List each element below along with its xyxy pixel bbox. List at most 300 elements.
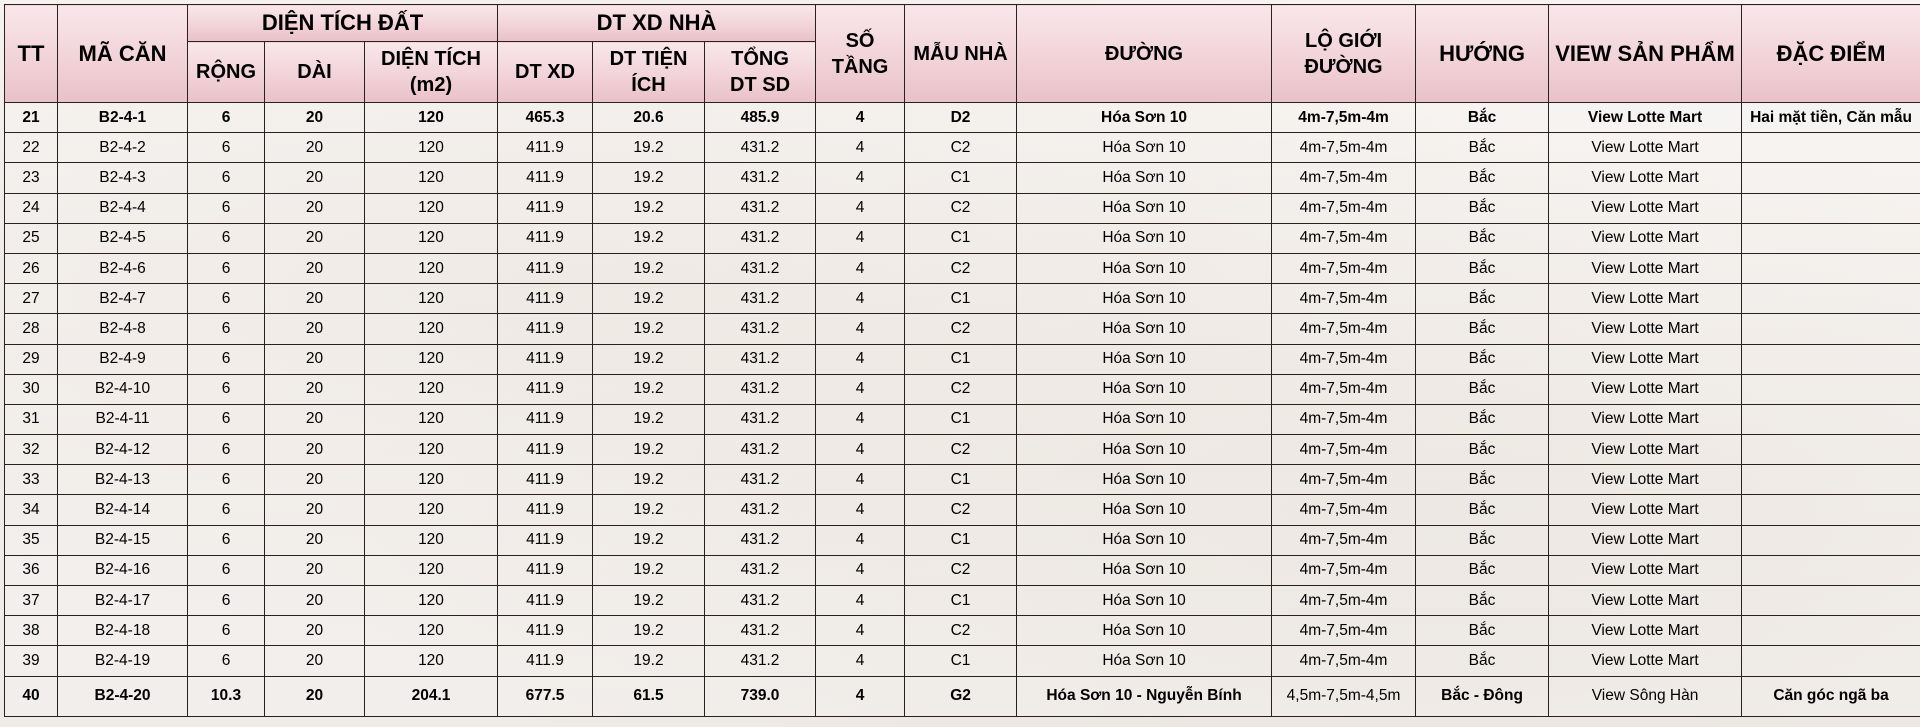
cell-mau-nha: C2 xyxy=(905,495,1017,525)
cell-dai: 20 xyxy=(265,676,365,716)
cell-dt-xd: 411.9 xyxy=(498,314,593,344)
table-row xyxy=(5,223,1920,253)
cell-tong-dt-sd: 431.2 xyxy=(705,495,816,525)
cell-ma-can: B2-4-10 xyxy=(58,374,188,404)
cell-duong: Hóa Sơn 10 xyxy=(1017,586,1272,616)
cell-view: View Lotte Mart xyxy=(1549,193,1742,223)
cell-dai: 20 xyxy=(265,525,365,555)
cell-dac-diem xyxy=(1742,435,1920,465)
cell-tong-dt-sd: 485.9 xyxy=(705,103,816,133)
cell-dt-tien-ich: 19.2 xyxy=(593,193,705,223)
table-body xyxy=(5,103,1920,717)
cell-ma-can: B2-4-7 xyxy=(58,284,188,314)
table-row xyxy=(5,646,1920,676)
cell-huong: Bắc xyxy=(1416,133,1549,163)
cell-dt-tien-ich: 19.2 xyxy=(593,495,705,525)
cell-tong-dt-sd: 431.2 xyxy=(705,163,816,193)
cell-dac-diem xyxy=(1742,163,1920,193)
cell-so-tang: 4 xyxy=(816,616,905,646)
cell-dien-tich: 120 xyxy=(365,646,498,676)
cell-lo-gioi: 4m-7,5m-4m xyxy=(1272,133,1416,163)
cell-dac-diem xyxy=(1742,314,1920,344)
cell-so-tang: 4 xyxy=(816,344,905,374)
cell-dien-tich: 120 xyxy=(365,586,498,616)
header-view-san-pham: VIEW SẢN PHẨM xyxy=(1549,5,1742,103)
cell-tong-dt-sd: 431.2 xyxy=(705,314,816,344)
cell-huong: Bắc xyxy=(1416,314,1549,344)
cell-rong: 6 xyxy=(188,525,265,555)
cell-so-tang: 4 xyxy=(816,555,905,585)
cell-ma-can: B2-4-3 xyxy=(58,163,188,193)
cell-ma-can: B2-4-18 xyxy=(58,616,188,646)
cell-dai: 20 xyxy=(265,586,365,616)
cell-dien-tich: 120 xyxy=(365,495,498,525)
table-row xyxy=(5,465,1920,495)
cell-so-tang: 4 xyxy=(816,374,905,404)
cell-dt-xd: 411.9 xyxy=(498,646,593,676)
cell-so-tang: 4 xyxy=(816,253,905,283)
cell-lo-gioi: 4m-7,5m-4m xyxy=(1272,616,1416,646)
cell-so-tang: 4 xyxy=(816,133,905,163)
cell-rong: 6 xyxy=(188,253,265,283)
cell-huong: Bắc xyxy=(1416,223,1549,253)
cell-tt: 30 xyxy=(5,374,58,404)
cell-rong: 6 xyxy=(188,495,265,525)
cell-dac-diem xyxy=(1742,646,1920,676)
cell-dien-tich: 120 xyxy=(365,223,498,253)
cell-tong-dt-sd: 431.2 xyxy=(705,404,816,434)
cell-so-tang: 4 xyxy=(816,103,905,133)
cell-duong: Hóa Sơn 10 xyxy=(1017,163,1272,193)
table-row xyxy=(5,404,1920,434)
cell-duong: Hóa Sơn 10 xyxy=(1017,223,1272,253)
cell-tong-dt-sd: 431.2 xyxy=(705,586,816,616)
cell-dt-xd: 411.9 xyxy=(498,465,593,495)
cell-duong: Hóa Sơn 10 xyxy=(1017,193,1272,223)
cell-tt: 38 xyxy=(5,616,58,646)
header-rong: RỘNG xyxy=(188,42,265,103)
cell-dt-tien-ich: 19.2 xyxy=(593,284,705,314)
cell-duong: Hóa Sơn 10 xyxy=(1017,344,1272,374)
table-row xyxy=(5,435,1920,465)
header-tt: TT xyxy=(5,5,58,103)
cell-mau-nha: C1 xyxy=(905,465,1017,495)
table-row xyxy=(5,344,1920,374)
cell-tong-dt-sd: 739.0 xyxy=(705,676,816,716)
table-row xyxy=(5,314,1920,344)
header-dac-diem: ĐẶC ĐIỂM xyxy=(1742,5,1920,103)
cell-dai: 20 xyxy=(265,284,365,314)
cell-tong-dt-sd: 431.2 xyxy=(705,435,816,465)
cell-ma-can: B2-4-1 xyxy=(58,103,188,133)
header-dien-tich-dat: DIỆN TÍCH ĐẤT xyxy=(188,5,498,42)
cell-dt-tien-ich: 19.2 xyxy=(593,223,705,253)
cell-huong: Bắc xyxy=(1416,404,1549,434)
cell-dai: 20 xyxy=(265,253,365,283)
cell-lo-gioi: 4m-7,5m-4m xyxy=(1272,555,1416,585)
cell-rong: 6 xyxy=(188,465,265,495)
cell-dt-tien-ich: 19.2 xyxy=(593,133,705,163)
table-row xyxy=(5,525,1920,555)
cell-lo-gioi: 4m-7,5m-4m xyxy=(1272,374,1416,404)
cell-mau-nha: G2 xyxy=(905,676,1017,716)
cell-rong: 6 xyxy=(188,163,265,193)
cell-lo-gioi: 4m-7,5m-4m xyxy=(1272,344,1416,374)
cell-huong: Bắc xyxy=(1416,525,1549,555)
table-row xyxy=(5,163,1920,193)
cell-rong: 6 xyxy=(188,284,265,314)
cell-lo-gioi: 4m-7,5m-4m xyxy=(1272,495,1416,525)
cell-dt-tien-ich: 19.2 xyxy=(593,646,705,676)
cell-view: View Lotte Mart xyxy=(1549,374,1742,404)
cell-mau-nha: C1 xyxy=(905,646,1017,676)
cell-rong: 6 xyxy=(188,314,265,344)
cell-lo-gioi: 4,5m-7,5m-4,5m xyxy=(1272,676,1416,716)
cell-huong: Bắc xyxy=(1416,193,1549,223)
cell-mau-nha: D2 xyxy=(905,103,1017,133)
cell-view: View Lotte Mart xyxy=(1549,223,1742,253)
cell-tt: 24 xyxy=(5,193,58,223)
cell-tt: 31 xyxy=(5,404,58,434)
cell-duong: Hóa Sơn 10 xyxy=(1017,525,1272,555)
header-mau-nha: MẪU NHÀ xyxy=(905,5,1017,103)
cell-dac-diem xyxy=(1742,555,1920,585)
table-row xyxy=(5,133,1920,163)
cell-lo-gioi: 4m-7,5m-4m xyxy=(1272,404,1416,434)
cell-duong: Hóa Sơn 10 - Nguyễn Bính xyxy=(1017,676,1272,716)
cell-dac-diem xyxy=(1742,404,1920,434)
cell-huong: Bắc xyxy=(1416,586,1549,616)
cell-tong-dt-sd: 431.2 xyxy=(705,616,816,646)
cell-rong: 6 xyxy=(188,223,265,253)
cell-dai: 20 xyxy=(265,314,365,344)
cell-view: View Sông Hàn xyxy=(1549,676,1742,716)
cell-dt-tien-ich: 19.2 xyxy=(593,374,705,404)
cell-huong: Bắc xyxy=(1416,435,1549,465)
header-ma-can: MÃ CĂN xyxy=(58,5,188,103)
cell-ma-can: B2-4-20 xyxy=(58,676,188,716)
cell-dt-xd: 411.9 xyxy=(498,163,593,193)
cell-lo-gioi: 4m-7,5m-4m xyxy=(1272,525,1416,555)
cell-dien-tich: 120 xyxy=(365,163,498,193)
cell-view: View Lotte Mart xyxy=(1549,646,1742,676)
cell-dt-xd: 465.3 xyxy=(498,103,593,133)
table-row xyxy=(5,555,1920,585)
cell-dai: 20 xyxy=(265,646,365,676)
cell-dien-tich: 120 xyxy=(365,344,498,374)
cell-dt-xd: 411.9 xyxy=(498,404,593,434)
cell-mau-nha: C1 xyxy=(905,344,1017,374)
cell-dai: 20 xyxy=(265,435,365,465)
cell-ma-can: B2-4-8 xyxy=(58,314,188,344)
cell-dien-tich: 120 xyxy=(365,616,498,646)
cell-ma-can: B2-4-9 xyxy=(58,344,188,374)
cell-ma-can: B2-4-14 xyxy=(58,495,188,525)
table-row xyxy=(5,253,1920,283)
cell-rong: 6 xyxy=(188,616,265,646)
cell-ma-can: B2-4-5 xyxy=(58,223,188,253)
cell-mau-nha: C1 xyxy=(905,223,1017,253)
cell-dai: 20 xyxy=(265,465,365,495)
cell-dai: 20 xyxy=(265,495,365,525)
cell-huong: Bắc xyxy=(1416,344,1549,374)
cell-tong-dt-sd: 431.2 xyxy=(705,646,816,676)
cell-tong-dt-sd: 431.2 xyxy=(705,344,816,374)
cell-dai: 20 xyxy=(265,223,365,253)
cell-mau-nha: C2 xyxy=(905,193,1017,223)
cell-dien-tich: 120 xyxy=(365,193,498,223)
cell-mau-nha: C1 xyxy=(905,404,1017,434)
cell-dt-xd: 411.9 xyxy=(498,495,593,525)
cell-huong: Bắc xyxy=(1416,163,1549,193)
cell-lo-gioi: 4m-7,5m-4m xyxy=(1272,465,1416,495)
cell-ma-can: B2-4-12 xyxy=(58,435,188,465)
cell-huong: Bắc xyxy=(1416,646,1549,676)
cell-so-tang: 4 xyxy=(816,465,905,495)
cell-dien-tich: 120 xyxy=(365,314,498,344)
cell-dac-diem xyxy=(1742,495,1920,525)
cell-dien-tich: 120 xyxy=(365,525,498,555)
cell-dt-tien-ich: 20.6 xyxy=(593,103,705,133)
cell-lo-gioi: 4m-7,5m-4m xyxy=(1272,163,1416,193)
table-row xyxy=(5,586,1920,616)
cell-lo-gioi: 4m-7,5m-4m xyxy=(1272,193,1416,223)
cell-tt: 35 xyxy=(5,525,58,555)
cell-dt-xd: 411.9 xyxy=(498,586,593,616)
cell-huong: Bắc - Đông xyxy=(1416,676,1549,716)
cell-dac-diem xyxy=(1742,465,1920,495)
cell-so-tang: 4 xyxy=(816,495,905,525)
table-row xyxy=(5,374,1920,404)
cell-dien-tich: 120 xyxy=(365,103,498,133)
table-header xyxy=(5,5,1920,103)
cell-so-tang: 4 xyxy=(816,193,905,223)
cell-tt: 27 xyxy=(5,284,58,314)
cell-dt-xd: 411.9 xyxy=(498,133,593,163)
cell-lo-gioi: 4m-7,5m-4m xyxy=(1272,586,1416,616)
cell-rong: 6 xyxy=(188,344,265,374)
cell-tt: 26 xyxy=(5,253,58,283)
cell-dien-tich: 120 xyxy=(365,465,498,495)
cell-huong: Bắc xyxy=(1416,253,1549,283)
cell-rong: 6 xyxy=(188,374,265,404)
cell-dac-diem xyxy=(1742,284,1920,314)
cell-so-tang: 4 xyxy=(816,404,905,434)
cell-ma-can: B2-4-15 xyxy=(58,525,188,555)
cell-ma-can: B2-4-11 xyxy=(58,404,188,434)
cell-huong: Bắc xyxy=(1416,374,1549,404)
cell-tong-dt-sd: 431.2 xyxy=(705,133,816,163)
cell-mau-nha: C2 xyxy=(905,616,1017,646)
cell-duong: Hóa Sơn 10 xyxy=(1017,374,1272,404)
table-row xyxy=(5,676,1920,716)
cell-duong: Hóa Sơn 10 xyxy=(1017,616,1272,646)
header-dt-xd: DT XD xyxy=(498,42,593,103)
cell-dai: 20 xyxy=(265,193,365,223)
cell-dac-diem xyxy=(1742,344,1920,374)
header-dien-tich: DIỆN TÍCH (m2) xyxy=(365,42,498,103)
cell-dt-xd: 677.5 xyxy=(498,676,593,716)
cell-mau-nha: C1 xyxy=(905,525,1017,555)
cell-dt-xd: 411.9 xyxy=(498,555,593,585)
cell-dai: 20 xyxy=(265,555,365,585)
cell-view: View Lotte Mart xyxy=(1549,344,1742,374)
cell-tt: 21 xyxy=(5,103,58,133)
cell-rong: 10.3 xyxy=(188,676,265,716)
cell-so-tang: 4 xyxy=(816,646,905,676)
cell-dt-tien-ich: 61.5 xyxy=(593,676,705,716)
cell-tong-dt-sd: 431.2 xyxy=(705,374,816,404)
cell-dai: 20 xyxy=(265,404,365,434)
cell-dai: 20 xyxy=(265,103,365,133)
cell-so-tang: 4 xyxy=(816,163,905,193)
header-dt-xd-nha: DT XD NHÀ xyxy=(498,5,816,42)
cell-mau-nha: C1 xyxy=(905,163,1017,193)
cell-lo-gioi: 4m-7,5m-4m xyxy=(1272,646,1416,676)
cell-tt: 29 xyxy=(5,344,58,374)
cell-duong: Hóa Sơn 10 xyxy=(1017,646,1272,676)
cell-dt-tien-ich: 19.2 xyxy=(593,435,705,465)
cell-dt-tien-ich: 19.2 xyxy=(593,465,705,495)
cell-dt-xd: 411.9 xyxy=(498,616,593,646)
cell-dt-tien-ich: 19.2 xyxy=(593,253,705,283)
cell-dien-tich: 120 xyxy=(365,555,498,585)
cell-tt: 25 xyxy=(5,223,58,253)
cell-dac-diem xyxy=(1742,525,1920,555)
cell-duong: Hóa Sơn 10 xyxy=(1017,435,1272,465)
cell-dt-tien-ich: 19.2 xyxy=(593,344,705,374)
cell-rong: 6 xyxy=(188,103,265,133)
cell-so-tang: 4 xyxy=(816,314,905,344)
cell-lo-gioi: 4m-7,5m-4m xyxy=(1272,103,1416,133)
cell-tt: 34 xyxy=(5,495,58,525)
cell-mau-nha: C2 xyxy=(905,314,1017,344)
cell-mau-nha: C1 xyxy=(905,586,1017,616)
cell-dien-tich: 120 xyxy=(365,253,498,283)
table-row xyxy=(5,284,1920,314)
cell-so-tang: 4 xyxy=(816,223,905,253)
cell-dt-tien-ich: 19.2 xyxy=(593,616,705,646)
header-tong-dt-sd: TỔNG DT SD xyxy=(705,42,816,103)
cell-view: View Lotte Mart xyxy=(1549,103,1742,133)
cell-so-tang: 4 xyxy=(816,586,905,616)
cell-rong: 6 xyxy=(188,646,265,676)
cell-dai: 20 xyxy=(265,344,365,374)
cell-lo-gioi: 4m-7,5m-4m xyxy=(1272,314,1416,344)
cell-tong-dt-sd: 431.2 xyxy=(705,465,816,495)
cell-dai: 20 xyxy=(265,616,365,646)
cell-rong: 6 xyxy=(188,133,265,163)
cell-dai: 20 xyxy=(265,133,365,163)
cell-dac-diem xyxy=(1742,616,1920,646)
cell-dien-tich: 120 xyxy=(365,435,498,465)
cell-tong-dt-sd: 431.2 xyxy=(705,284,816,314)
header-duong: ĐƯỜNG xyxy=(1017,5,1272,103)
cell-tt: 36 xyxy=(5,555,58,585)
cell-tt: 28 xyxy=(5,314,58,344)
cell-view: View Lotte Mart xyxy=(1549,284,1742,314)
cell-tong-dt-sd: 431.2 xyxy=(705,253,816,283)
cell-tong-dt-sd: 431.2 xyxy=(705,525,816,555)
cell-lo-gioi: 4m-7,5m-4m xyxy=(1272,253,1416,283)
cell-rong: 6 xyxy=(188,193,265,223)
cell-tong-dt-sd: 431.2 xyxy=(705,223,816,253)
cell-ma-can: B2-4-2 xyxy=(58,133,188,163)
cell-ma-can: B2-4-17 xyxy=(58,586,188,616)
cell-huong: Bắc xyxy=(1416,103,1549,133)
cell-duong: Hóa Sơn 10 xyxy=(1017,314,1272,344)
cell-dt-xd: 411.9 xyxy=(498,374,593,404)
cell-mau-nha: C2 xyxy=(905,133,1017,163)
cell-tt: 39 xyxy=(5,646,58,676)
cell-dien-tich: 120 xyxy=(365,404,498,434)
table-row xyxy=(5,495,1920,525)
cell-duong: Hóa Sơn 10 xyxy=(1017,103,1272,133)
cell-so-tang: 4 xyxy=(816,435,905,465)
table-row xyxy=(5,193,1920,223)
cell-dt-tien-ich: 19.2 xyxy=(593,314,705,344)
cell-dt-xd: 411.9 xyxy=(498,253,593,283)
cell-view: View Lotte Mart xyxy=(1549,163,1742,193)
cell-rong: 6 xyxy=(188,435,265,465)
cell-tt: 37 xyxy=(5,586,58,616)
cell-dac-diem xyxy=(1742,374,1920,404)
cell-duong: Hóa Sơn 10 xyxy=(1017,465,1272,495)
cell-tt: 33 xyxy=(5,465,58,495)
header-huong: HƯỚNG xyxy=(1416,5,1549,103)
cell-ma-can: B2-4-16 xyxy=(58,555,188,585)
cell-dac-diem xyxy=(1742,253,1920,283)
cell-view: View Lotte Mart xyxy=(1549,435,1742,465)
cell-huong: Bắc xyxy=(1416,284,1549,314)
cell-view: View Lotte Mart xyxy=(1549,253,1742,283)
cell-dt-xd: 411.9 xyxy=(498,344,593,374)
cell-tt: 22 xyxy=(5,133,58,163)
header-dt-tien-ich: DT TIỆN ÍCH xyxy=(593,42,705,103)
cell-rong: 6 xyxy=(188,555,265,585)
cell-dt-xd: 411.9 xyxy=(498,525,593,555)
cell-dt-tien-ich: 19.2 xyxy=(593,404,705,434)
cell-tt: 23 xyxy=(5,163,58,193)
cell-dien-tich: 120 xyxy=(365,133,498,163)
cell-dt-tien-ich: 19.2 xyxy=(593,525,705,555)
cell-dt-tien-ich: 19.2 xyxy=(593,555,705,585)
cell-dac-diem: Hai mặt tiền, Căn mẫu xyxy=(1742,103,1920,133)
cell-view: View Lotte Mart xyxy=(1549,616,1742,646)
header-so-tang: SỐ TẦNG xyxy=(816,5,905,103)
cell-view: View Lotte Mart xyxy=(1549,133,1742,163)
table-row xyxy=(5,616,1920,646)
cell-view: View Lotte Mart xyxy=(1549,586,1742,616)
cell-dai: 20 xyxy=(265,163,365,193)
cell-view: View Lotte Mart xyxy=(1549,525,1742,555)
cell-view: View Lotte Mart xyxy=(1549,404,1742,434)
cell-duong: Hóa Sơn 10 xyxy=(1017,555,1272,585)
cell-dt-tien-ich: 19.2 xyxy=(593,586,705,616)
cell-dac-diem xyxy=(1742,586,1920,616)
cell-rong: 6 xyxy=(188,404,265,434)
cell-mau-nha: C1 xyxy=(905,284,1017,314)
cell-dac-diem xyxy=(1742,193,1920,223)
cell-dt-xd: 411.9 xyxy=(498,223,593,253)
cell-duong: Hóa Sơn 10 xyxy=(1017,133,1272,163)
cell-lo-gioi: 4m-7,5m-4m xyxy=(1272,223,1416,253)
cell-dien-tich: 204.1 xyxy=(365,676,498,716)
table-row xyxy=(5,103,1920,133)
cell-dt-xd: 411.9 xyxy=(498,284,593,314)
cell-duong: Hóa Sơn 10 xyxy=(1017,253,1272,283)
cell-dac-diem xyxy=(1742,223,1920,253)
